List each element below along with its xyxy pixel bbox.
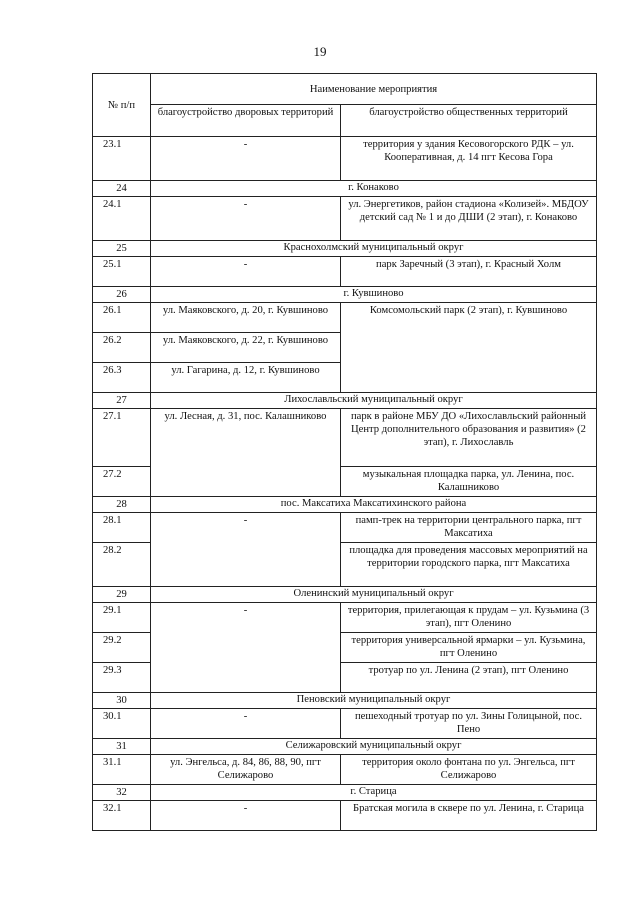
yard-cell: - — [151, 197, 341, 241]
table-row — [93, 603, 597, 633]
table-row — [93, 303, 597, 333]
public-cell: территория универсальной ярмарки – ул. Кузьмина, пгт Оленино — [341, 633, 597, 663]
section-num: 30 — [93, 693, 151, 709]
header-yard: благоустройство дворовых территорий — [151, 105, 341, 137]
table-row — [93, 801, 597, 831]
row-num: 32.1 — [93, 801, 151, 831]
table-row — [93, 137, 597, 181]
row-num: 27.2 — [93, 467, 151, 497]
events-table — [92, 73, 597, 831]
section-num: 29 — [93, 587, 151, 603]
public-cell: тротуар по ул. Ленина (2 этап), пгт Оленино — [341, 663, 597, 693]
table-row — [93, 409, 597, 467]
yard-cell: - — [151, 513, 341, 587]
header-title: Наименование мероприятия — [151, 74, 597, 105]
row-num: 26.1 — [93, 303, 151, 333]
section-title: г. Старица — [151, 785, 597, 801]
row-num: 28.1 — [93, 513, 151, 543]
public-cell: памп-трек на территории центрального парка, пгт Максатиха — [341, 513, 597, 543]
section-title: пос. Максатиха Максатихинского района — [151, 497, 597, 513]
header-num: № п/п — [93, 74, 151, 137]
public-cell: территория около фонтана по ул. Энгельса, пгт Селижарово — [341, 755, 597, 785]
section-title: Краснохолмский муниципальный округ — [151, 241, 597, 257]
row-num: 24.1 — [93, 197, 151, 241]
section-title: г. Конаково — [151, 181, 597, 197]
public-cell: территория, прилегающая к прудам – ул. Кузьмина (3 этап), пгт Оленино — [341, 603, 597, 633]
yard-cell: - — [151, 709, 341, 739]
yard-cell: ул. Лесная, д. 31, пос. Калашниково — [151, 409, 341, 497]
section-row — [93, 693, 597, 709]
yard-cell: - — [151, 257, 341, 287]
public-cell: территория у здания Кесовогорского РДК – ул. Кооперативная, д. 14 пгт Кесова Гора — [341, 137, 597, 181]
yard-cell: ул. Маяковского, д. 20, г. Кувшиново — [151, 303, 341, 333]
table-subheader-row — [93, 105, 597, 137]
row-num: 28.2 — [93, 543, 151, 587]
section-title: Оленинский муниципальный округ — [151, 587, 597, 603]
section-num: 32 — [93, 785, 151, 801]
section-row — [93, 587, 597, 603]
public-cell: парк Заречный (3 этап), г. Красный Холм — [341, 257, 597, 287]
section-title: Пеновский муниципальный округ — [151, 693, 597, 709]
row-num: 27.1 — [93, 409, 151, 467]
section-row — [93, 181, 597, 197]
table-header-row — [93, 74, 597, 105]
table-row — [93, 197, 597, 241]
yard-cell: ул. Гагарина, д. 12, г. Кувшиново — [151, 363, 341, 393]
row-num: 23.1 — [93, 137, 151, 181]
section-num: 24 — [93, 181, 151, 197]
section-num: 27 — [93, 393, 151, 409]
row-num: 30.1 — [93, 709, 151, 739]
section-num: 26 — [93, 287, 151, 303]
section-title: г. Кувшиново — [151, 287, 597, 303]
section-row — [93, 287, 597, 303]
public-cell: ул. Энергетиков, район стадиона «Колизей». МБДОУ детский сад № 1 и до ДШИ (2 этап), г. Конаково — [341, 197, 597, 241]
row-num: 29.2 — [93, 633, 151, 663]
yard-cell: - — [151, 603, 341, 693]
table-row — [93, 513, 597, 543]
section-num: 28 — [93, 497, 151, 513]
section-title: Селижаровский муниципальный округ — [151, 739, 597, 755]
row-num: 26.3 — [93, 363, 151, 393]
header-public: благоустройство общественных территорий — [341, 105, 597, 137]
row-num: 25.1 — [93, 257, 151, 287]
public-cell: Братская могила в сквере по ул. Ленина, г. Старица — [341, 801, 597, 831]
public-cell: Комсомольский парк (2 этап), г. Кувшиново — [341, 303, 597, 393]
section-title: Лихославльский муниципальный округ — [151, 393, 597, 409]
row-num: 31.1 — [93, 755, 151, 785]
row-num: 29.3 — [93, 663, 151, 693]
table-row — [93, 709, 597, 739]
section-num: 31 — [93, 739, 151, 755]
yard-cell: ул. Энгельса, д. 84, 86, 88, 90, пгт Селижарово — [151, 755, 341, 785]
section-row — [93, 739, 597, 755]
row-num: 26.2 — [93, 333, 151, 363]
yard-cell: - — [151, 137, 341, 181]
public-cell: пешеходный тротуар по ул. Зины Голицыной, пос. Пено — [341, 709, 597, 739]
section-row — [93, 497, 597, 513]
section-row — [93, 393, 597, 409]
public-cell: парк в районе МБУ ДО «Лихославльский районный Центр дополнительного образования и развития» (2 этап), г. Лихославль — [341, 409, 597, 467]
section-row — [93, 241, 597, 257]
table-row — [93, 257, 597, 287]
public-cell: музыкальная площадка парка, ул. Ленина, пос. Калашниково — [341, 467, 597, 497]
table-row — [93, 755, 597, 785]
row-num: 29.1 — [93, 603, 151, 633]
section-row — [93, 785, 597, 801]
yard-cell: ул. Маяковского, д. 22, г. Кувшиново — [151, 333, 341, 363]
section-num: 25 — [93, 241, 151, 257]
yard-cell: - — [151, 801, 341, 831]
public-cell: площадка для проведения массовых мероприятий на территории городского парка, пгт Максатиха — [341, 543, 597, 587]
page-number: 19 — [313, 44, 327, 59]
